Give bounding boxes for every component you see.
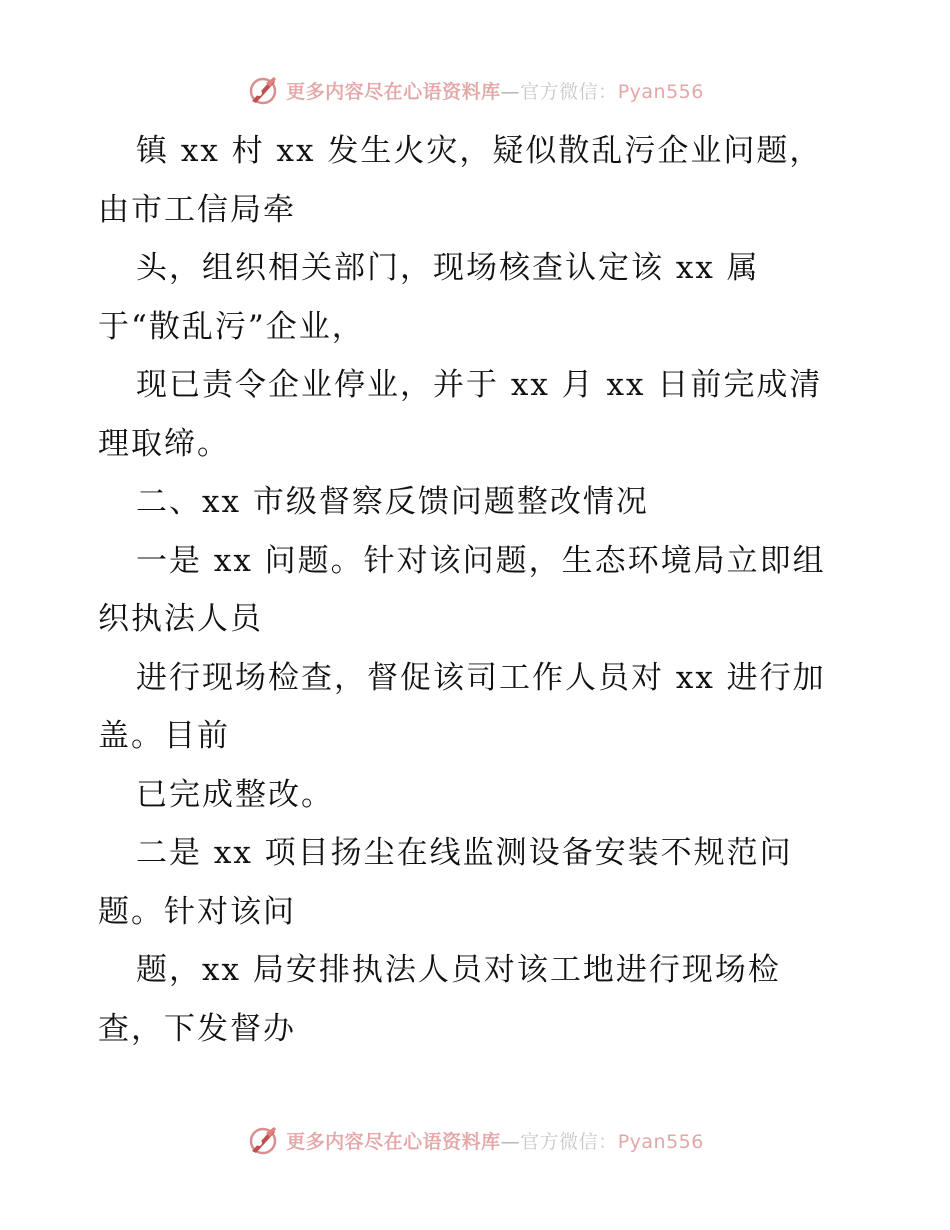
text-line: 题，xx 局安排执法人员对该工地进行现场检 [136,952,781,988]
text-line: 题。针对该问 [98,893,296,930]
text-line: 盖。目前 [98,718,230,754]
watermark-title: 更多内容尽在心语资料库 [286,1130,501,1153]
watermark-separator: — [500,1130,521,1153]
footer-watermark [0,1120,950,1160]
text-line: 织执法人员 [98,601,263,637]
text-line: 二是 xx 项目扬尘在线监测设备安装不规范问 [136,835,793,871]
text-line: 查，下发督办 [98,1010,296,1047]
watermark-title: 更多内容尽在心语资料库 [286,80,501,103]
text-line: 镇 xx 村 xx 发生火灾，疑似散乱污企业问题， [136,133,823,169]
text-line: 于“散乱污”企业， [98,308,365,345]
text-line: 二、xx 市级督察反馈问题整改情况 [136,484,649,520]
header-watermark [0,70,950,110]
watermark-wechat-id: Pyan556 [617,1130,704,1153]
feather-pen-logo-icon [246,1123,280,1157]
text-line: 一是 xx 问题。针对该问题，生态环境局立即组 [136,542,826,579]
watermark-wechat-id: Pyan556 [617,80,704,103]
watermark-wechat-label: 官方微信： [520,80,618,103]
document-body [98,122,868,1058]
watermark-separator: — [500,80,521,103]
text-line: 现已责令企业停业，并于 xx 月 xx 日前完成清 [136,367,823,403]
text-line: 头，组织相关部门，现场核查认定该 xx 属 [136,250,760,286]
feather-pen-logo-icon [246,73,280,107]
text-line: 进行现场检查，督促该司工作人员对 xx 进行加 [136,659,826,696]
text-line: 已完成整改。 [136,776,334,813]
text-line: 由市工信局牵 [98,191,296,228]
text-line: 理取缔。 [98,425,230,462]
watermark-wechat-label: 官方微信： [520,1130,618,1153]
